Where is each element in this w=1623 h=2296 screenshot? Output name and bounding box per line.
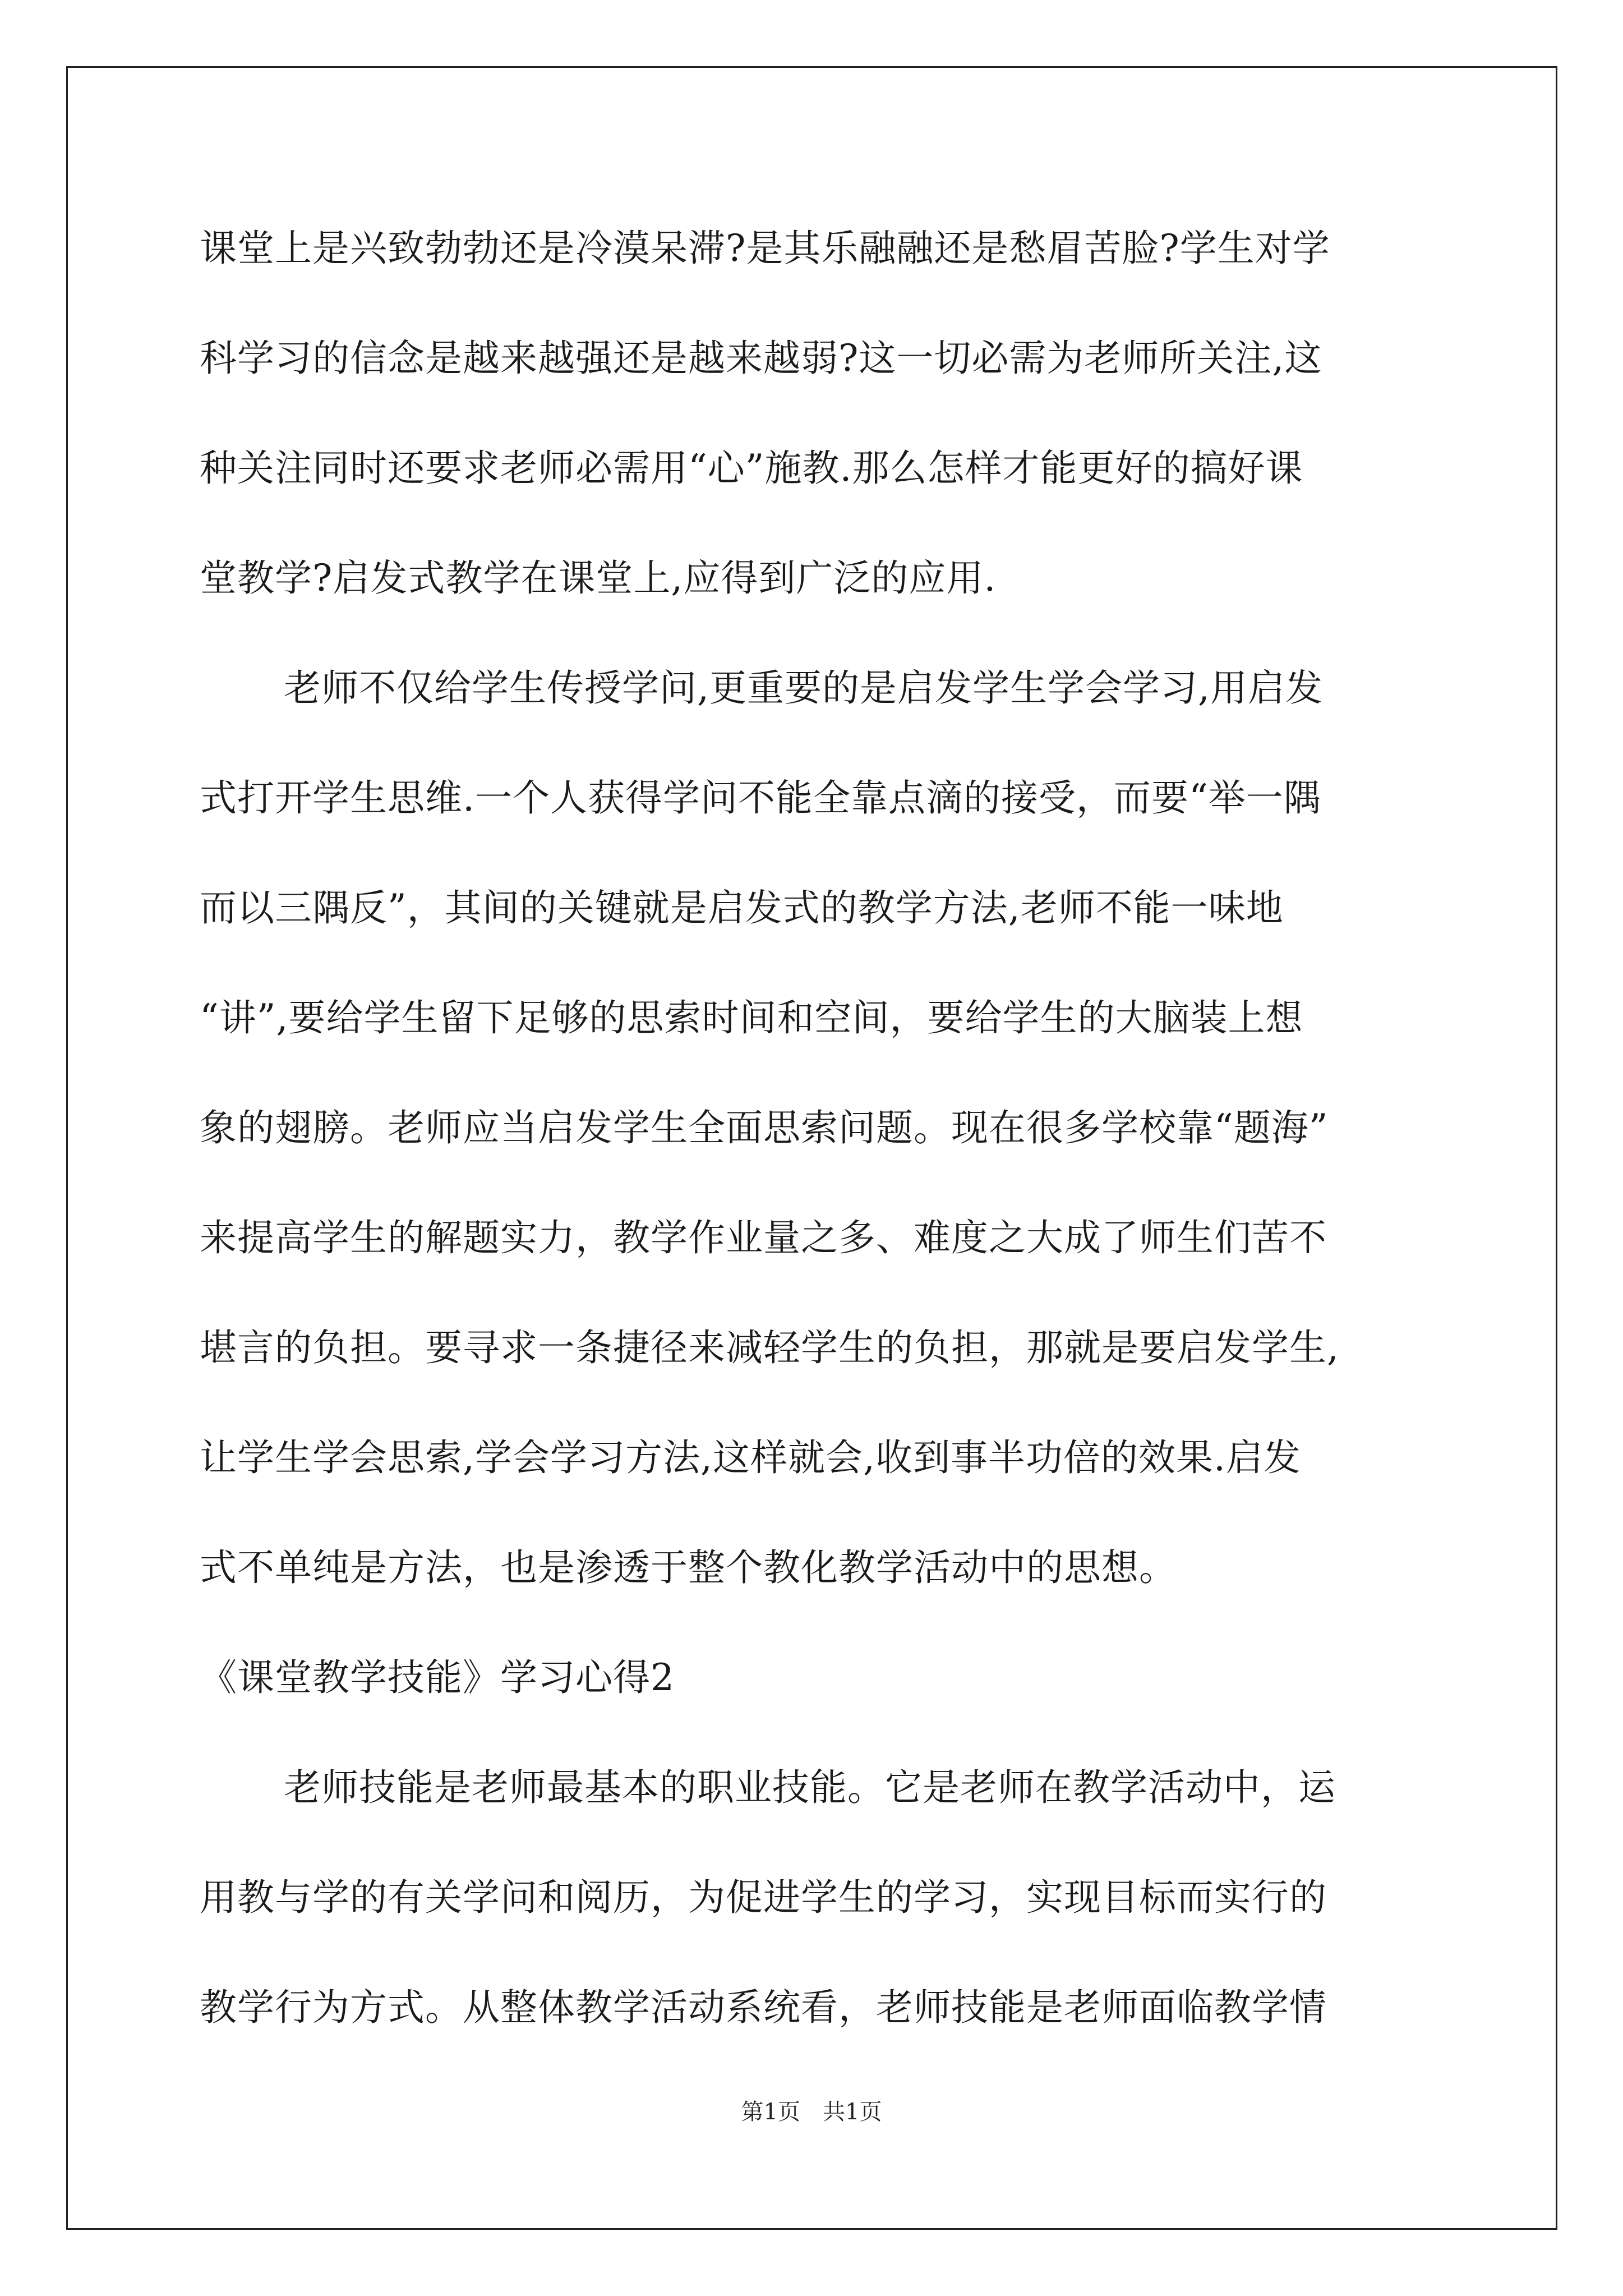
text-line: 式不单纯是方法，也是渗透于整个教化教学活动中的思想。 <box>200 1546 1177 1589</box>
text-line: 象的翅膀。老师应当启发学生全面思索问题。现在很多学校靠“题海” <box>200 1106 1329 1149</box>
text-line: 来提高学生的解题实力，教学作业量之多、难度之大成了师生们苦不 <box>200 1216 1327 1259</box>
section-title: 《课堂教学技能》学习心得2 <box>200 1656 675 1699</box>
text-line: 老师不仅给学生传授学问,更重要的是启发学生学会学习,用启发 <box>284 666 1323 710</box>
text-line: 用教与学的有关学问和阅历，为促进学生的学习，实现目标而实行的 <box>200 1876 1327 1919</box>
text-line: 让学生学会思索,学会学习方法,这样就会,收到事半功倍的效果.启发 <box>200 1436 1301 1479</box>
text-line: 而以三隅反”，其间的关键就是启发式的教学方法,老师不能一味地 <box>200 886 1284 930</box>
text-line: 课堂上是兴致勃勃还是冷漠呆滞?是其乐融融还是愁眉苦脸?学生对学 <box>200 227 1330 270</box>
document-body <box>200 218 1428 2087</box>
text-line: 老师技能是老师最基本的职业技能。它是老师在教学活动中，运 <box>284 1766 1336 1809</box>
text-line: 堂教学?启发式教学在课堂上,应得到广泛的应用. <box>200 556 997 600</box>
text-line: 式打开学生思维.一个人获得学问不能全靠点滴的接受，而要“举一隅 <box>200 776 1321 820</box>
text-line: “讲”,要给学生留下足够的思索时间和空间，要给学生的大脑装上想 <box>200 996 1303 1039</box>
page-footer: 第1页 共1页 <box>741 2099 882 2125</box>
text-line: 种关注同时还要求老师必需用“心”施教.那么怎样才能更好的搞好课 <box>200 447 1303 490</box>
text-line: 教学行为方式。从整体教学活动系统看，老师技能是老师面临教学情 <box>200 1986 1327 2029</box>
text-line: 科学习的信念是越来越强还是越来越弱?这一切必需为老师所关注,这 <box>200 337 1322 380</box>
text-line: 堪言的负担。要寻求一条捷径来减轻学生的负担，那就是要启发学生, <box>200 1326 1339 1369</box>
